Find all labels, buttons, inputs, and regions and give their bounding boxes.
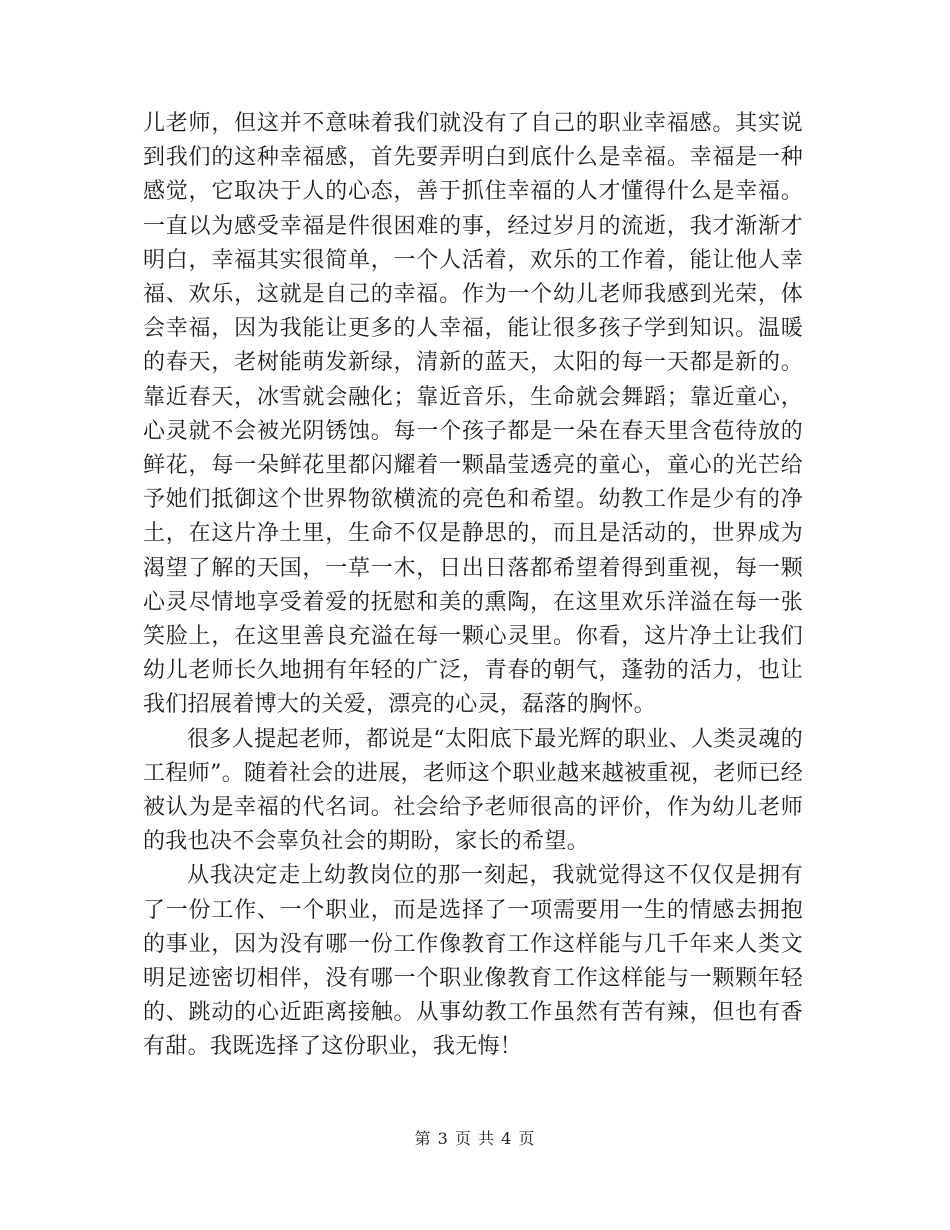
paragraph-3: 从我决定走上幼教岗位的那一刻起，我就觉得这不仅仅是拥有了一份工作、一个职业，而是选择了一项需要用一生的情感去拥抱的事业，因为没有哪一份工作像教育工作这样能与几千年来人类文明足迹密切相伴，没有哪一个职业像教育工作这样能与一颗颗年轻的、跳动的心近距离接触。从事幼教工作虽然有苦有辣，但也有香有甜。我既选择了这份职业，我无悔！	[143, 863, 803, 1060]
body-text	[143, 107, 803, 1065]
paragraph-1: 儿老师，但这并不意味着我们就没有了自己的职业幸福感。其实说到我们的这种幸福感，首先要弄明白到底什么是幸福。幸福是一种感觉，它取决于人的心态，善于抓住幸福的人才懂得什么是幸福。一直以为感受幸福是件很困难的事，经过岁月的流逝，我才渐渐才明白，幸福其实很简单，一个人活着，欢乐的工作着，能让他人幸福、欢乐，这就是自己的幸福。作为一个幼儿老师我感到光荣，体会幸福，因为我能让更多的人幸福，能让很多孩子学到知识。温暖的春天，老树能萌发新绿，清新的蓝天，太阳的每一天都是新的。靠近春天，冰雪就会融化；靠近音乐，生命就会舞蹈；靠近童心，心灵就不会被光阴锈蚀。每一个孩子都是一朵在春天里含苞待放的鲜花，每一朵鲜花里都闪耀着一颗晶莹透亮的童心，童心的光芒给予她们抵御这个世界物欲横流的亮色和希望。幼教工作是少有的净土，在这片净土里，生命不仅是静思的，而且是活动的，世界成为渴望了解的天国，一草一木，日出日落都希望着得到重视，每一颗心灵尽情地享受着爱的抚慰和美的熏陶，在这里欢乐洋溢在每一张笑脸上，在这里善良充溢在每一颗心灵里。你看，这片净土让我们幼儿老师长久地拥有年轻的广泛，青春的朝气，蓬勃的活力，也让我们招展着博大的关爱，漂亮的心灵，磊落的胸怀。	[143, 111, 803, 718]
paragraph-2: 很多人提起老师，都说是“太阳底下最光辉的职业、人类灵魂的工程师”。随着社会的进展，老师这个职业越来越被重视，老师已经被认为是幸福的代名词。社会给予老师很高的评价，作为幼儿老师的我也决不会辜负社会的期盼，家长的希望。	[143, 726, 803, 855]
page-number-footer: 第 3 页 共 4 页	[414, 1129, 536, 1148]
